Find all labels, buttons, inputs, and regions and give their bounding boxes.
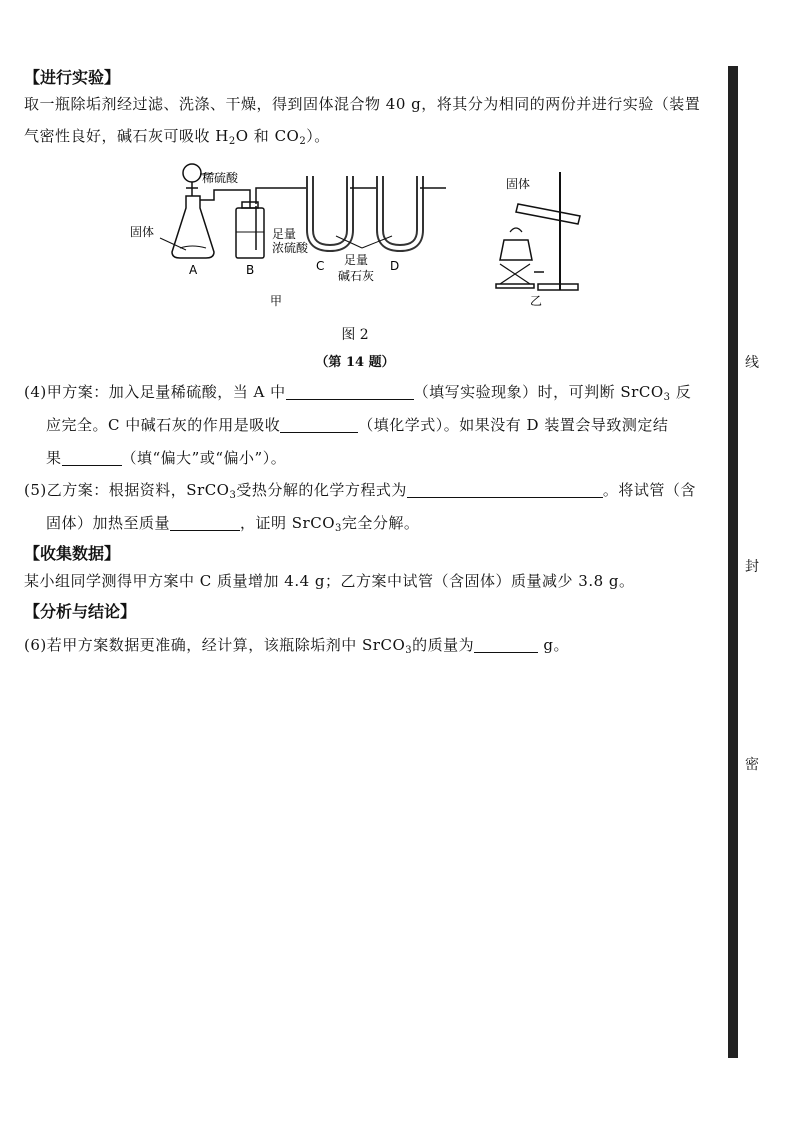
experiment-paragraph: [24, 88, 724, 152]
question-5: [24, 474, 724, 540]
figure-caption: 图 2: [341, 327, 369, 343]
question-number: （第 14 题）: [315, 355, 395, 370]
q5-blank-mass[interactable]: [170, 512, 240, 531]
label-solid-yi: 固体: [506, 177, 531, 191]
label-yi: 乙: [530, 294, 543, 308]
heading-conclusion: 【分析与结论】: [24, 602, 137, 621]
label-c: C: [316, 259, 325, 273]
experiment-line-2: 气密性良好，碱石灰可吸收 $H_2O$ 和 $CO_2$）。: [24, 127, 330, 147]
funnel-icon: [183, 164, 201, 182]
label-b-note1: 足量: [272, 227, 297, 241]
binding-char-line: 线: [745, 355, 759, 371]
question-6: [24, 629, 724, 662]
label-cd-note2: 碱石灰: [338, 269, 375, 283]
q4-blank-phenomenon[interactable]: [286, 381, 414, 400]
label-b-note2: 浓硫酸: [272, 241, 309, 255]
q6-blank-mass[interactable]: [474, 634, 538, 653]
u-tube-d-icon: [380, 176, 420, 248]
q5-blank-equation[interactable]: [407, 479, 603, 498]
binding-char-seal: 封: [745, 559, 759, 575]
test-tube-icon: [516, 204, 580, 224]
label-acid: 稀硫酸: [202, 171, 239, 185]
u-tube-c-icon: [310, 176, 350, 248]
binding-strip: [728, 66, 738, 1058]
label-a: A: [189, 263, 198, 277]
q4-line-3: 果 （填“偏大”或“偏小”）。: [46, 449, 287, 467]
label-b: B: [246, 263, 255, 277]
data-line-1: 某小组同学测得甲方案中 C 质量增加 4.4 g；乙方案中试管（含固体）质量减少 3.8 g。: [24, 572, 635, 590]
question-4: [24, 376, 724, 475]
heading-experiment: 【进行实验】: [24, 68, 121, 87]
flame-icon: [510, 228, 522, 232]
label-cd-note1: 足量: [344, 253, 369, 267]
q5-line-2: 固体）加热至质量 ，证明 SrCO$_3$完全分解。: [46, 514, 420, 534]
experiment-line-1: 取一瓶除垢剂经过滤、洗涤、干燥，得到固体混合物 40 g，将其分为相同的两份并进行实验（装置: [24, 95, 701, 113]
q5-line-1: (5)乙方案：根据资料，SrCO$_3$受热分解的化学方程式为 。将试管（含: [24, 481, 696, 501]
q4-blank-formula[interactable]: [280, 414, 358, 433]
apparatus-figure: [130, 160, 610, 310]
q4-line-1: (4)甲方案：加入足量稀硫酸，当 A 中 （填写实验现象）时，可判断 SrCO$_3$ 反: [24, 383, 692, 403]
flask-a-icon: [172, 196, 214, 258]
heading-data: 【收集数据】: [24, 544, 121, 563]
q4-line-2: 应完全。C 中碱石灰的作用是吸收 （填化学式）。如果没有 D 装置会导致测定结: [46, 416, 669, 434]
label-d: D: [390, 259, 400, 273]
q4-blank-result[interactable]: [62, 447, 122, 466]
bottle-b-icon: [236, 208, 264, 258]
q6-line-1: (6)若甲方案数据更准确，经计算，该瓶除垢剂中 SrCO$_3$的质量为 g。: [24, 636, 570, 656]
label-jia: 甲: [270, 294, 283, 308]
label-solid-a: 固体: [130, 225, 155, 239]
lamp-icon: [500, 240, 532, 260]
binding-char-secret: 密: [745, 757, 759, 773]
